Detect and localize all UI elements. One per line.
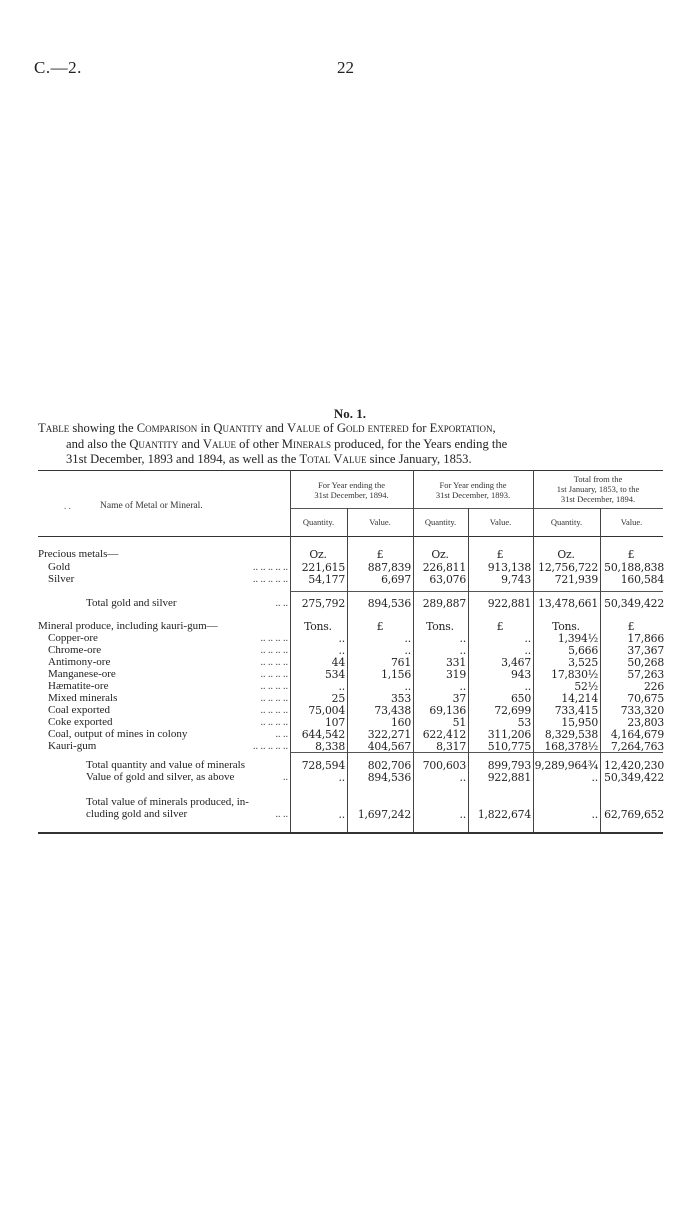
row-label: Coal, output of mines in colony	[48, 728, 188, 740]
table-top-rule	[38, 470, 663, 471]
table-cell: 644,542	[301, 728, 345, 741]
caption-fragment: in	[197, 421, 214, 435]
table-cell: 802,706	[367, 759, 411, 772]
caption-fragment: showing the	[69, 421, 137, 435]
table-cell: 922,881	[487, 597, 531, 610]
table-cell: 622,412	[422, 728, 466, 741]
table-cell: 331	[445, 656, 466, 669]
table-cell: 5,666	[568, 644, 598, 657]
table-cell: ..	[338, 680, 345, 693]
table-cell: £	[376, 548, 384, 561]
dot-leader: .. .. .. ..	[260, 693, 288, 704]
table-cell: 913,138	[487, 561, 531, 574]
table-cell: 700,603	[422, 759, 466, 772]
caption-fragment: since January, 1853.	[366, 452, 472, 466]
caption-fragment: and also the	[66, 436, 130, 451]
caption-line-3	[38, 452, 664, 468]
table-cell: 1,697,242	[357, 808, 411, 821]
table-cell: 25	[331, 692, 345, 705]
header-group-1894	[290, 480, 413, 500]
table-cell: 404,567	[367, 740, 411, 753]
row-label: Manganese-ore	[48, 668, 116, 680]
table-cell: 311,206	[487, 728, 531, 741]
dot-leader: .. .. .. .. ..	[253, 562, 288, 573]
table-cell: ..	[524, 632, 531, 645]
table-cell: 887,839	[367, 561, 411, 574]
page-number: 22	[337, 58, 354, 77]
table-cell: 226,811	[422, 561, 466, 574]
table-cell: 17,830½	[551, 668, 598, 681]
header-line: 31st December, 1894.	[560, 494, 636, 504]
dot-leader: ..	[283, 772, 288, 783]
header-group-1893	[413, 480, 533, 500]
table-cell: 319	[445, 668, 466, 681]
table-cell: 7,264,763	[610, 740, 664, 753]
table-cell: 52½	[574, 680, 598, 693]
caption-fragment: Gold entered	[336, 421, 409, 435]
caption-fragment: produced, for the Years ending the	[331, 436, 508, 451]
table-cell: 69,136	[429, 704, 466, 717]
table-cell: 160	[390, 716, 411, 729]
caption-fragment: Total Value	[299, 452, 367, 466]
header-bottom-rule	[38, 536, 663, 537]
table-cell: 728,594	[301, 759, 345, 772]
table-cell: Tons.	[304, 620, 332, 633]
table-bottom-rule	[38, 832, 663, 834]
dot-leader: .. .. .. ..	[260, 645, 288, 656]
table-cell: Oz.	[309, 548, 327, 561]
table-cell: 72,699	[494, 704, 531, 717]
dot-leader: .. .. .. .. ..	[253, 574, 288, 585]
table-cell: 168,378½	[544, 740, 598, 753]
caption-fragment: of other	[235, 436, 282, 451]
row-label: Antimony-ore	[48, 656, 111, 668]
dot-leader: .. .. .. ..	[260, 705, 288, 716]
dot-leader: .. ..	[275, 729, 288, 740]
table-cell: 50,349,422	[604, 771, 664, 784]
table-cell: 37	[452, 692, 466, 705]
dot-leader: .. ..	[275, 598, 288, 609]
header-line: For Year ending the	[317, 480, 386, 490]
header-line: 1st January, 1853, to the	[556, 484, 640, 494]
table-cell: ..	[404, 644, 411, 657]
table-cell: ..	[591, 808, 598, 821]
table-cell: 9,743	[501, 573, 531, 586]
table-cell: 943	[510, 668, 531, 681]
row-label: Silver	[48, 573, 75, 585]
caption-fragment: Comparison	[136, 421, 198, 435]
row-label: Total value of minerals produced, in-	[86, 796, 249, 808]
table-cell: £	[496, 620, 504, 633]
table-cell: 322,271	[367, 728, 411, 741]
row-label: Total gold and silver	[86, 597, 177, 609]
table-cell: 50,188,838	[604, 561, 664, 574]
caption-fragment: Value	[286, 421, 321, 435]
header-sub: Quantity.	[302, 517, 335, 527]
row-label: Coal exported	[48, 704, 111, 716]
table-cell: ..	[338, 632, 345, 645]
table-cell: 12,756,722	[538, 561, 598, 574]
table-cell: Oz.	[431, 548, 449, 561]
row-label: Chrome-ore	[48, 644, 102, 656]
table-cell: 62,769,652	[604, 808, 664, 821]
table-cell: ..	[338, 644, 345, 657]
table-cell: 8,338	[315, 740, 345, 753]
minerals-subtotal-rule	[290, 752, 663, 753]
header-sub: Quantity.	[424, 517, 457, 527]
table-cell: 8,317	[436, 740, 466, 753]
caption-fragment: Exportation	[429, 421, 493, 435]
caption-fragment: and	[178, 436, 203, 451]
header-sub: Value.	[489, 517, 512, 527]
table-cell: 894,536	[367, 771, 411, 784]
table-cell: 1,156	[381, 668, 411, 681]
table-cell: 510,775	[487, 740, 531, 753]
table-cell: ..	[338, 771, 345, 784]
caption-fragment: Table	[38, 421, 70, 435]
table-cell: 54,177	[308, 573, 345, 586]
row-label: Precious metals—	[38, 548, 119, 560]
table-cell: 51	[452, 716, 466, 729]
caption-fragment: of	[320, 421, 337, 435]
gold-subtotal-rule	[290, 591, 663, 592]
table-cell: 12,420,230	[604, 759, 664, 772]
table-cell: 721,939	[554, 573, 598, 586]
header-sub: Quantity.	[550, 517, 583, 527]
table-cell: 353	[390, 692, 411, 705]
table-cell: 1,394½	[557, 632, 598, 645]
table-cell: ..	[459, 808, 466, 821]
caption-fragment: for	[408, 421, 430, 435]
caption-fragment: Quantity	[213, 421, 263, 435]
table-cell: 4,164,679	[610, 728, 664, 741]
table-cell: 75,004	[308, 704, 345, 717]
header-line: 31st December, 1893.	[435, 490, 511, 500]
table-cell: 14,214	[561, 692, 598, 705]
table-cell: 226	[643, 680, 664, 693]
table-cell: ..	[459, 632, 466, 645]
table-cell: 534	[324, 668, 345, 681]
row-label: Total quantity and value of minerals	[86, 759, 245, 771]
table-cell: 17,866	[627, 632, 664, 645]
row-label: Copper-ore	[48, 632, 98, 644]
table-cell: 1,822,674	[477, 808, 531, 821]
header-line: 31st December, 1894.	[314, 490, 389, 500]
page-reference: C.—2.	[34, 58, 82, 77]
table-cell: 899,793	[487, 759, 531, 772]
table-cell: 44	[331, 656, 345, 669]
row-label: Coke exported	[48, 716, 113, 728]
table-cell: 37,367	[627, 644, 664, 657]
header-sub-rule	[290, 508, 663, 509]
table-cell: 50,268	[627, 656, 664, 669]
table-cell: ..	[459, 644, 466, 657]
table-cell: 160,584	[620, 573, 664, 586]
table-cell: 15,950	[561, 716, 598, 729]
header-sub: Value.	[620, 517, 643, 527]
table-cell: 9,289,964¾	[534, 759, 598, 772]
table-cell: £	[627, 620, 635, 633]
table-cell: ..	[404, 680, 411, 693]
table-cell: ..	[459, 680, 466, 693]
header-group-total	[533, 474, 663, 504]
table-cell: 57,263	[627, 668, 664, 681]
header-name-col: Name of Metal or Mineral.	[100, 501, 203, 511]
table-cell: £	[376, 620, 384, 633]
table-cell: ..	[338, 808, 345, 821]
table-cell: 894,536	[367, 597, 411, 610]
caption-fragment: ,	[492, 421, 496, 435]
table-cell: ..	[591, 771, 598, 784]
row-label: Mixed minerals	[48, 692, 118, 704]
row-label: Kauri-gum	[48, 740, 97, 752]
table-cell: 221,615	[301, 561, 345, 574]
table-cell: ..	[404, 632, 411, 645]
table-cell: 3,525	[568, 656, 598, 669]
caption-fragment: and	[262, 421, 287, 435]
table-cell: 23,803	[627, 716, 664, 729]
caption-fragment: 31st December, 1893 and 1894, as well as the	[66, 452, 300, 466]
table-cell: ..	[524, 644, 531, 657]
table-cell: 6,697	[381, 573, 411, 586]
table-cell: 73,438	[374, 704, 411, 717]
table-cell: 70,675	[627, 692, 664, 705]
table-cell: £	[496, 548, 504, 561]
caption-fragment: Value	[202, 436, 236, 451]
dot-leader: .. .. .. ..	[260, 717, 288, 728]
row-label: Value of gold and silver, as above	[86, 771, 235, 783]
table-caption	[38, 421, 664, 468]
caption-line-2	[38, 437, 664, 453]
dot-leader: .. ..	[275, 809, 288, 820]
table-cell: 922,881	[487, 771, 531, 784]
table-cell: 275,792	[301, 597, 345, 610]
header-dots: . .	[64, 501, 71, 511]
table-cell: Oz.	[557, 548, 575, 561]
table-cell: 107	[324, 716, 345, 729]
dot-leader: .. .. .. ..	[260, 669, 288, 680]
table-title: No. 1.	[333, 406, 367, 421]
dot-leader: .. .. .. ..	[260, 681, 288, 692]
table-cell: Tons.	[552, 620, 580, 633]
header-sub: Value.	[369, 517, 391, 527]
table-cell: 50,349,422	[604, 597, 664, 610]
caption-fragment: Minerals	[281, 436, 331, 451]
table-cell: 289,887	[422, 597, 466, 610]
row-label: Gold	[48, 561, 70, 573]
row-label: cluding gold and silver	[86, 808, 188, 820]
header-line: Total from the	[573, 474, 623, 484]
caption-line-1	[38, 421, 664, 437]
table-cell: 650	[510, 692, 531, 705]
table-cell: 8,329,538	[544, 728, 598, 741]
dot-leader: .. .. .. .. ..	[253, 741, 288, 752]
dot-leader: .. .. .. ..	[260, 633, 288, 644]
table-cell: 733,320	[620, 704, 664, 717]
table-cell: £	[627, 548, 635, 561]
header-line: For Year ending the	[439, 480, 507, 490]
table-cell: Tons.	[426, 620, 454, 633]
table-cell: ..	[459, 771, 466, 784]
table-cell: 3,467	[501, 656, 531, 669]
caption-fragment: Quantity	[129, 436, 179, 451]
row-label: Hæmatite-ore	[48, 680, 109, 692]
table-cell: 63,076	[429, 573, 466, 586]
table-cell: 733,415	[554, 704, 598, 717]
dot-leader: .. .. .. ..	[260, 657, 288, 668]
row-label: Mineral produce, including kauri-gum—	[38, 620, 218, 632]
table-cell: ..	[524, 680, 531, 693]
table-cell: 13,478,661	[538, 597, 598, 610]
table-cell: 53	[517, 716, 531, 729]
table-cell: 761	[390, 656, 411, 669]
